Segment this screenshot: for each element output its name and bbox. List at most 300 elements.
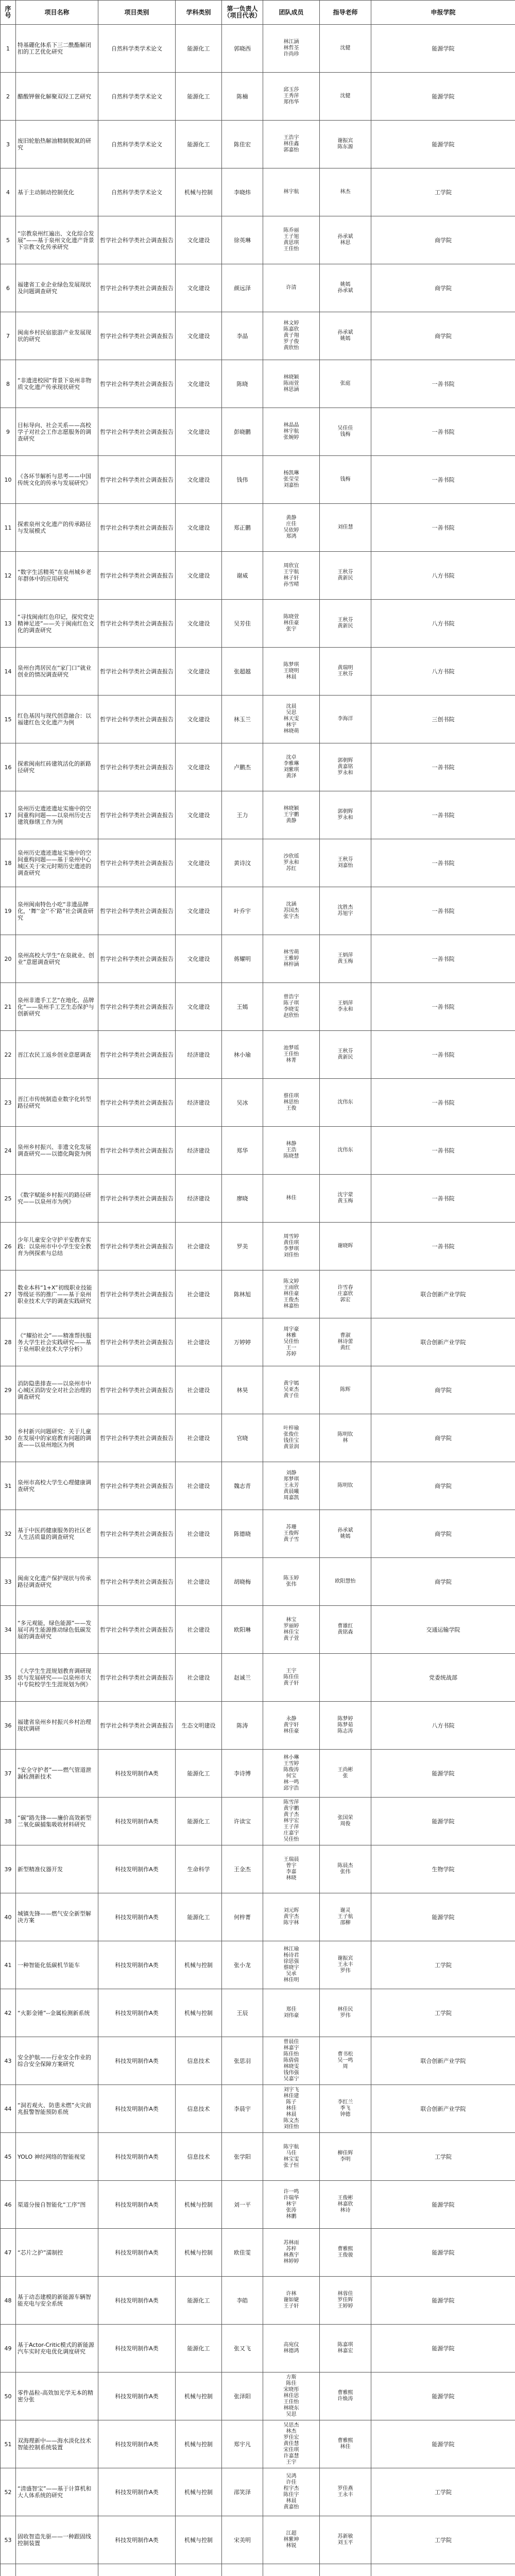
cell-discipline: 文化建设 [176, 456, 222, 504]
table-row [1, 2468, 515, 2516]
cell-college: 一善书院 [371, 839, 515, 887]
cell-category: 哲学社会科学类社会调查报告 [98, 1558, 176, 1606]
cell-advisor: 张国荣 周俊 [320, 1798, 371, 1845]
cell-advisor: 王秋芬 黄新民 [320, 600, 371, 648]
cell-no: 39 [1, 1845, 16, 1893]
table-row [1, 2181, 515, 2229]
cell-college: 一善书院 [371, 1079, 515, 1127]
cell-advisor: 许雪春 庄嘉欣 郭宏 [320, 1270, 371, 1318]
cell-name: 泉州非遗手工艺“在地化、品牌化”——泉州手工艺生态保护与创新研究 [16, 983, 98, 1031]
cell-members: 陈晓萱 林佳豪 张宇 [263, 600, 320, 648]
cell-advisor: 沈伟东 [320, 1127, 371, 1175]
cell-no: 51 [1, 2420, 16, 2468]
cell-college: 能源学院 [371, 2420, 515, 2468]
table-row [1, 1270, 515, 1318]
cell-members: 陈玉婷 张伟 [263, 1558, 320, 1606]
cell-discipline: 机械与控制 [176, 2372, 222, 2420]
cell-category: 哲学社会科学类社会调查报告 [98, 696, 176, 743]
cell-members: 郑佳 刘伟豪 [263, 1989, 320, 2037]
cell-members: 陈梦琪 王晓明 林晨 [263, 648, 320, 696]
cell-category: 哲学社会科学类社会调查报告 [98, 216, 176, 264]
cell-category: 哲学社会科学类社会调查报告 [98, 839, 176, 887]
table-row [1, 2133, 515, 2181]
table-row [1, 2420, 515, 2468]
cell-members: 苏珊 王俊晖 黄子雪 [263, 1510, 320, 1558]
cell-leader: 李晓炜 [222, 168, 263, 216]
cell-discipline: 机械与控制 [176, 2181, 222, 2229]
cell-category: 哲学社会科学类社会调查报告 [98, 743, 176, 791]
table-row [1, 648, 515, 696]
cell-members: 吴鸿 许佳 程宇杰 陈佳宇 林晨 黄嘉怡 [263, 2468, 320, 2516]
cell-members: 周欣宜 王宇航 林子轩 孙雪晴 [263, 552, 320, 600]
cell-members: 黄宇嫣 吴亚杰 黄子佳 [263, 1366, 320, 1414]
cell-no: 30 [1, 1414, 16, 1462]
cell-name: “洞若观火、防患未燃”火灾前兆报警智能预防系统 [16, 2085, 98, 2133]
cell-no: 49 [1, 2325, 16, 2372]
cell-category: 哲学社会科学类社会调查报告 [98, 1654, 176, 1702]
table-row [1, 264, 515, 312]
cell-category: 哲学社会科学类社会调查报告 [98, 1127, 176, 1175]
cell-advisor: 柳佳辉 李明 [320, 2133, 371, 2181]
cell-advisor [320, 1654, 371, 1702]
cell-members: 杨凯琳 张莹莹 刘嘉怡 [263, 456, 320, 504]
cell-members: 刘元晖 黄宇杰 陈宇林 [263, 1893, 320, 1941]
table-row [1, 1510, 515, 1558]
cell-name: 基于中医药健康服务的社区老人生活质量的调查研究 [16, 1510, 98, 1558]
cell-advisor: 钱梅 [320, 456, 371, 504]
cell-members: 苏林雨 苏梓 林燕宇 林婷婷 [263, 2229, 320, 2277]
cell-advisor: 张庭 [320, 360, 371, 408]
col-header-category: 项目类别 [98, 1, 176, 25]
cell-leader: 陈晓 [222, 360, 263, 408]
cell-advisor: 王俊彬 林嘉欣 林诗 [320, 2181, 371, 2229]
cell-name: 《大学生生涯规划教育调研现状与发展研究——以泉州市大中专院校学生生涯规划为例》 [16, 1654, 98, 1702]
cell-discipline: 生态文明建设 [176, 1702, 222, 1750]
cell-advisor: 沈胜杰 苏旭宇 [320, 887, 371, 935]
cell-advisor: 谢振宾 王永丰 罗伟 [320, 1941, 371, 1989]
cell-category: 哲学社会科学类社会调查报告 [98, 1702, 176, 1750]
cell-no: 24 [1, 1127, 16, 1175]
cell-college: 能源学院 [371, 73, 515, 121]
cell-category: 科技发明制作A类 [98, 1893, 176, 1941]
cell-name: 基于动态建模的新能源车辆智能充电与安全系统 [16, 2277, 98, 2325]
cell-advisor: 曹雅熙 许焕涛 [320, 2372, 371, 2420]
cell-leader: 陈佳宏 [222, 121, 263, 168]
cell-members: 林晓颖 王宇鹏 黄静 [263, 791, 320, 839]
cell-members [263, 2564, 320, 2576]
cell-college: 一善书院 [371, 456, 515, 504]
cell-no: 10 [1, 456, 16, 504]
cell-discipline: 信息技术 [176, 2085, 222, 2133]
cell-name: 泉州台湾居民在“家门口”就业创业的情况调查研究 [16, 648, 98, 696]
cell-advisor: 苏新敏 刘玉平 [320, 2516, 371, 2564]
cell-members: 林宇航 [263, 168, 320, 216]
cell-discipline [176, 2564, 222, 2576]
cell-college: 联合创新产业学院 [371, 1318, 515, 1366]
cell-category: 哲学社会科学类社会调查报告 [98, 312, 176, 360]
cell-name: 《“耀拾社会”——精准帮扶服务大学生社会实践研究——基于泉州职业技术大学分析》 [16, 1318, 98, 1366]
cell-leader: 郑华 [222, 1127, 263, 1175]
cell-name: 渠道分接自智能化“工序”图 [16, 2181, 98, 2229]
cell-category: 哲学社会科学类社会调查报告 [98, 1606, 176, 1654]
table-row [1, 408, 515, 456]
cell-leader: 胡晓梅 [222, 1558, 263, 1606]
table-row [1, 2037, 515, 2085]
cell-college: 商学院 [371, 1414, 515, 1462]
cell-college: 一善书院 [371, 408, 515, 456]
table-row [1, 1989, 515, 2037]
cell-no: 11 [1, 504, 16, 552]
cell-leader: 徐英琳 [222, 216, 263, 264]
cell-advisor: 郭朝辉 黄嘉铭 罗永和 [320, 743, 371, 791]
cell-members: 刘静 郑梦琪 王永芳 黄晨曦 周嘉凯 [263, 1462, 320, 1510]
cell-college: 商学院 [371, 1558, 515, 1606]
cell-advisor: 曹雅熙 王俊骏 [320, 2229, 371, 2277]
cell-name: YOLO 神经网络的智能视觉 [16, 2133, 98, 2181]
table-row [1, 1606, 515, 1654]
cell-category: 科技发明制作A类 [98, 2325, 176, 2372]
cell-no: 8 [1, 360, 16, 408]
cell-discipline: 文化建设 [176, 983, 222, 1031]
cell-college: 能源学院 [371, 1893, 515, 1941]
cell-members: 永静 黄宇轩 林佳豪 [263, 1702, 320, 1750]
cell-leader: 许读宝 [222, 1798, 263, 1845]
cell-name: 泉州市高校大学生心理健康调查研究 [16, 1462, 98, 1510]
cell-name: 数业本科“1+X”初级职业技能等级证书的推广——基于泉州职业技术大学的调查实践研究 [16, 1270, 98, 1318]
cell-discipline: 社会建设 [176, 1510, 222, 1558]
table-row [1, 1366, 515, 1414]
cell-advisor: 林蓉佳 罗佳辉 王婷婷 [320, 2277, 371, 2325]
cell-name: 泉州历史遗迹遗址实施中的空间重构问题——以泉州历史古建筑修缮工作为例 [16, 791, 98, 839]
cell-no: 50 [1, 2372, 16, 2420]
cell-members: 曾浩宇 陈子琪 李晓雯 赵欣怡 [263, 983, 320, 1031]
cell-members: 林宝 罗丽婷 林佳宝 黄子萱 [263, 1606, 320, 1654]
cell-college [371, 2564, 515, 2576]
cell-college: 八方书院 [371, 600, 515, 648]
cell-advisor: 谢振宾 陈东源 [320, 121, 371, 168]
cell-category: 哲学社会科学类社会调查报告 [98, 1462, 176, 1510]
cell-no: 14 [1, 648, 16, 696]
cell-advisor: 曹淑 林诗蕾 黄红 [320, 1318, 371, 1366]
cell-advisor: 曹书松 吴一鸣 周 [320, 2037, 371, 2085]
cell-category: 哲学社会科学类社会调查报告 [98, 504, 176, 552]
cell-members: 蔡佳琪 林思怡 王俊 [263, 1079, 320, 1127]
cell-advisor: 刘佳慧 [320, 504, 371, 552]
cell-no: 3 [1, 121, 16, 168]
table-row [1, 983, 515, 1031]
cell-college: 商学院 [371, 1462, 515, 1510]
cell-members: 邱玉莎 王秀萍 郑伟华 [263, 73, 320, 121]
cell-category: 科技发明制作A类 [98, 2229, 176, 2277]
cell-name: 零件晶粒-高效加光学无本的精密分张 [16, 2372, 98, 2420]
cell-advisor: 陈明钦 [320, 1462, 371, 1510]
cell-discipline: 文化建设 [176, 839, 222, 887]
cell-discipline: 文化建设 [176, 552, 222, 600]
cell-category: 哲学社会科学类社会调查报告 [98, 456, 176, 504]
cell-college: 工学院 [371, 1941, 515, 1989]
cell-category: 自然科学类学术论文 [98, 25, 176, 73]
cell-name: “清盛智宝”——基于计算机和大人体系统的研究 [16, 2468, 98, 2516]
cell-discipline: 经济建设 [176, 1175, 222, 1223]
cell-discipline: 机械与控制 [176, 168, 222, 216]
cell-advisor: 王秋芬 刘嘉怡 [320, 839, 371, 887]
cell-category: 哲学社会科学类社会调查报告 [98, 1318, 176, 1366]
table-row [1, 216, 515, 264]
cell-college: 一善书院 [371, 1175, 515, 1223]
cell-leader: 李诗博 [222, 1750, 263, 1798]
table-row [1, 2516, 515, 2564]
table-row [1, 2564, 515, 2576]
cell-category: 哲学社会科学类社会调查报告 [98, 887, 176, 935]
cell-no: 37 [1, 1750, 16, 1798]
cell-advisor: 罗佳燕 王永丰 [320, 2468, 371, 2516]
cell-members: 黄静 庄佳 吴依婷 郑鸿 [263, 504, 320, 552]
cell-advisor: 王炳萍 李永和 [320, 983, 371, 1031]
cell-no: 31 [1, 1462, 16, 1510]
cell-category: 科技发明制作A类 [98, 2372, 176, 2420]
cell-category: 哲学社会科学类社会调查报告 [98, 935, 176, 983]
cell-college: 商学院 [371, 312, 515, 360]
cell-category: 哲学社会科学类社会调查报告 [98, 791, 176, 839]
cell-members: 沈晨 吴思 林天雯 林宇 林晓萌 [263, 696, 320, 743]
table-row [1, 839, 515, 887]
cell-name: 闽南文化遗产保护现状与传承路径调查研究 [16, 1558, 98, 1606]
cell-category: 科技发明制作A类 [98, 2037, 176, 2085]
cell-category: 哲学社会科学类社会调查报告 [98, 600, 176, 648]
cell-leader: 罗美 [222, 1223, 263, 1270]
table-row [1, 1031, 515, 1079]
table-row [1, 791, 515, 839]
cell-no: 48 [1, 2277, 16, 2325]
cell-discipline: 能源化工 [176, 1893, 222, 1941]
cell-discipline: 能源化工 [176, 1798, 222, 1845]
cell-no: 22 [1, 1031, 16, 1079]
cell-name: 《各环节解析与思考——中国传统文化的传承与发展研究》 [16, 456, 98, 504]
cell-leader: 张超越 [222, 648, 263, 696]
cell-discipline: 机械与控制 [176, 2229, 222, 2277]
cell-advisor: 王炳萍 黄玉梅 [320, 935, 371, 983]
cell-leader: 万婷婷 [222, 1318, 263, 1366]
cell-category [98, 2564, 176, 2576]
cell-name [16, 2564, 98, 2576]
cell-discipline: 机械与控制 [176, 2420, 222, 2468]
table-row [1, 504, 515, 552]
cell-leader: 张思羽 [222, 2037, 263, 2085]
cell-name: 泉州高校大学生“在泉就业、创业”意愿调查研究 [16, 935, 98, 983]
cell-leader: 林玉兰 [222, 696, 263, 743]
cell-members: 曾晨佳 林嘉宇 陈佳怡 陈倩倩 林晓雯 钱伟强 吴嘉宁 [263, 2037, 320, 2085]
cell-leader: 王辰 [222, 1989, 263, 2037]
cell-leader: 吴芳佳 [222, 600, 263, 648]
cell-members: 林晶晶 林宇航 张婉婷 [263, 408, 320, 456]
cell-advisor: 陈辉 [320, 1366, 371, 1414]
cell-advisor: 孙承斌 姚嫣 [320, 1510, 371, 1558]
cell-members: 林佳 [263, 1175, 320, 1223]
cell-name: 醋酸钾催化解聚双羟工艺研究 [16, 73, 98, 121]
cell-leader: 颜远泽 [222, 264, 263, 312]
cell-discipline: 文化建设 [176, 600, 222, 648]
cell-advisor: 陈明钦 林 [320, 1414, 371, 1462]
cell-category: 科技发明制作A类 [98, 2181, 176, 2229]
cell-name: 少年儿童安全守护平安教育实践：以泉州市中小学生安全教育为例探索与总结 [16, 1223, 98, 1270]
cell-members: 刘宇飞 林佳建 陈子 林佳 林晨 陈文杰 刘佳怡 [263, 2085, 320, 2133]
cell-name: “寻找闽南红色印记，探究党史精神足迹”——关于闽南红色文化的调查研究 [16, 600, 98, 648]
cell-college: 能源学院 [371, 2181, 515, 2229]
table-row [1, 1127, 515, 1175]
cell-advisor: 沈宇蒙 黄玉梅 [320, 1175, 371, 1223]
cell-discipline: 文化建设 [176, 887, 222, 935]
table-row [1, 1558, 515, 1606]
cell-category: 哲学社会科学类社会调查报告 [98, 552, 176, 600]
cell-no: 26 [1, 1223, 16, 1270]
cell-no: 17 [1, 791, 16, 839]
cell-leader: 吴冰 [222, 1079, 263, 1127]
cell-discipline: 能源化工 [176, 73, 222, 121]
cell-no: 47 [1, 2229, 16, 2277]
cell-leader: 陈涛 [222, 1702, 263, 1750]
cell-category: 自然科学类学术论文 [98, 73, 176, 121]
cell-members: 陈乔丽 王子旭 黄思琪 王佳怡 [263, 216, 320, 264]
table-row [1, 1462, 515, 1510]
cell-discipline: 社会建设 [176, 1223, 222, 1270]
cell-category: 哲学社会科学类社会调查报告 [98, 264, 176, 312]
cell-no: 1 [1, 25, 16, 73]
cell-advisor: 陈梦婷 陈梦茹 陈志涛 [320, 1702, 371, 1750]
cell-category: 自然科学类学术论文 [98, 168, 176, 216]
cell-leader: 张泽阳 [222, 2372, 263, 2420]
cell-category: 哲学社会科学类社会调查报告 [98, 1079, 176, 1127]
cell-college: 一善书院 [371, 1223, 515, 1270]
cell-no: 34 [1, 1606, 16, 1654]
cell-advisor: 吴佳佳 钱梅 [320, 408, 371, 456]
cell-leader: 王金杰 [222, 1845, 263, 1893]
cell-name: “碳”路先锋——廉价高效新型二氧化碳捕集吸收材料研究 [16, 1798, 98, 1845]
cell-discipline: 社会建设 [176, 1366, 222, 1414]
cell-college: 一善书院 [371, 360, 515, 408]
cell-no: 5 [1, 216, 16, 264]
cell-discipline: 机械与控制 [176, 2516, 222, 2564]
table-row [1, 1893, 515, 1941]
table-row [1, 2325, 515, 2372]
cell-leader: 刘一平 [222, 2181, 263, 2229]
table-row [1, 168, 515, 216]
cell-no: 9 [1, 408, 16, 456]
cell-category: 科技发明制作A类 [98, 1798, 176, 1845]
cell-discipline: 机械与控制 [176, 1941, 222, 1989]
cell-college: 交通运输学院 [371, 1606, 515, 1654]
cell-discipline: 社会建设 [176, 1270, 222, 1318]
cell-name: “数字生活精英”在泉州城乡老年群体中的应用研究 [16, 552, 98, 600]
cell-no: 29 [1, 1366, 16, 1414]
table-row [1, 2277, 515, 2325]
table-row [1, 1175, 515, 1223]
cell-discipline: 社会建设 [176, 1654, 222, 1702]
cell-leader: 官晓 [222, 1414, 263, 1462]
cell-members: 王宇 陈佳佳 黄子轩 [263, 1654, 320, 1702]
cell-advisor: 郭朝辉 罗永和 [320, 791, 371, 839]
table-row [1, 696, 515, 743]
table-row [1, 1702, 515, 1750]
cell-members: 周宇豪 林雅 吴佳怡 王一 苏婷 [263, 1318, 320, 1366]
cell-name: 安全护航——行业安全作业的综合安全保障方案研究 [16, 2037, 98, 2085]
table-row [1, 1318, 515, 1366]
cell-advisor: 陈晨杰 张伟 [320, 1845, 371, 1893]
cell-college: 八方书院 [371, 648, 515, 696]
cell-name: “非遗进校园”背景下泉州非物质文化遗产传承现状研究 [16, 360, 98, 408]
cell-advisor: 李红兰 季飞 钟德 [320, 2085, 371, 2133]
cell-category: 哲学社会科学类社会调查报告 [98, 1175, 176, 1223]
table-row [1, 1941, 515, 1989]
cell-college: 党委统战部 [371, 1654, 515, 1702]
cell-advisor: 林杰 [320, 168, 371, 216]
cell-no: 35 [1, 1654, 16, 1702]
cell-leader: 赵诚兰 [222, 1654, 263, 1702]
cell-discipline: 经济建设 [176, 1079, 222, 1127]
cell-category: 科技发明制作A类 [98, 2277, 176, 2325]
cell-advisor: 谢灵 王子航 邵柳 [320, 1893, 371, 1941]
cell-members: 池梦瑶 王佳怡 林菁 [263, 1031, 320, 1079]
cell-discipline: 文化建设 [176, 408, 222, 456]
cell-leader: 廖晓 [222, 1175, 263, 1223]
cell-category: 哲学社会科学类社会调查报告 [98, 1223, 176, 1270]
cell-members: 林江涵 林哲荃 许尚珍 [263, 25, 320, 73]
cell-category: 哲学社会科学类社会调查报告 [98, 1414, 176, 1462]
cell-discipline: 信息技术 [176, 2037, 222, 2085]
cell-no [1, 2564, 16, 2576]
cell-discipline: 社会建设 [176, 1558, 222, 1606]
cell-leader: 欧佳雯 [222, 2229, 263, 2277]
cell-discipline: 文化建设 [176, 312, 222, 360]
table-row [1, 1798, 515, 1845]
cell-advisor: 陈嘉琪 林嘉宏 [320, 2325, 371, 2372]
cell-discipline: 能源化工 [176, 1750, 222, 1798]
cell-no: 44 [1, 2085, 16, 2133]
cell-no: 2 [1, 73, 16, 121]
cell-no: 32 [1, 1510, 16, 1558]
cell-members: 沈涵 苏国杰 张宇杰 [263, 887, 320, 935]
cell-category: 科技发明制作A类 [98, 2133, 176, 2181]
cell-no: 23 [1, 1079, 16, 1127]
cell-advisor: 沈健 [320, 25, 371, 73]
cell-members: 林小琳 王雪婷 陈俊涛 何宝 林一鸣 邱宇浩 [263, 1750, 320, 1798]
cell-name: 固收智造先驱——一种跟固线控制装置 [16, 2516, 98, 2564]
table-row [1, 1414, 515, 1462]
table-row [1, 25, 515, 73]
cell-name: 晋江农民工返乡创业意愿调查 [16, 1031, 98, 1079]
cell-advisor: 林佳民 罗伟 [320, 1989, 371, 2037]
cell-members: 许林 谢如婕 王子轩 [263, 2277, 320, 2325]
cell-leader: 李晶 [222, 312, 263, 360]
cell-no: 15 [1, 696, 16, 743]
cell-advisor: 曹雄红 黄铭森 [320, 1606, 371, 1654]
cell-discipline: 机械与控制 [176, 2468, 222, 2516]
cell-members: 沙欣瑶 罗永和 苏红 [263, 839, 320, 887]
col-header-no: 序号 [1, 1, 16, 25]
cell-leader: 郭晓西 [222, 25, 263, 73]
cell-advisor: 王秋芬 黄新民 [320, 1031, 371, 1079]
cell-members: 周雪婷 黄佳琪 李梦琪 刘佳怡 [263, 1223, 320, 1270]
cell-leader: 钱伟 [222, 456, 263, 504]
cell-college: 能源学院 [371, 2277, 515, 2325]
cell-no: 52 [1, 2468, 16, 2516]
cell-name: 乡村新兴问题研究：关于儿童在发展中的家庭教育问题的调查——以泉州地区为例 [16, 1414, 98, 1462]
cell-college: 一善书院 [371, 1127, 515, 1175]
cell-college: 一善书院 [371, 504, 515, 552]
cell-name: 废旧轮胎热解油精制脱氮的研究 [16, 121, 98, 168]
cell-category: 科技发明制作A类 [98, 2085, 176, 2133]
table-row [1, 73, 515, 121]
table-row [1, 1845, 515, 1893]
